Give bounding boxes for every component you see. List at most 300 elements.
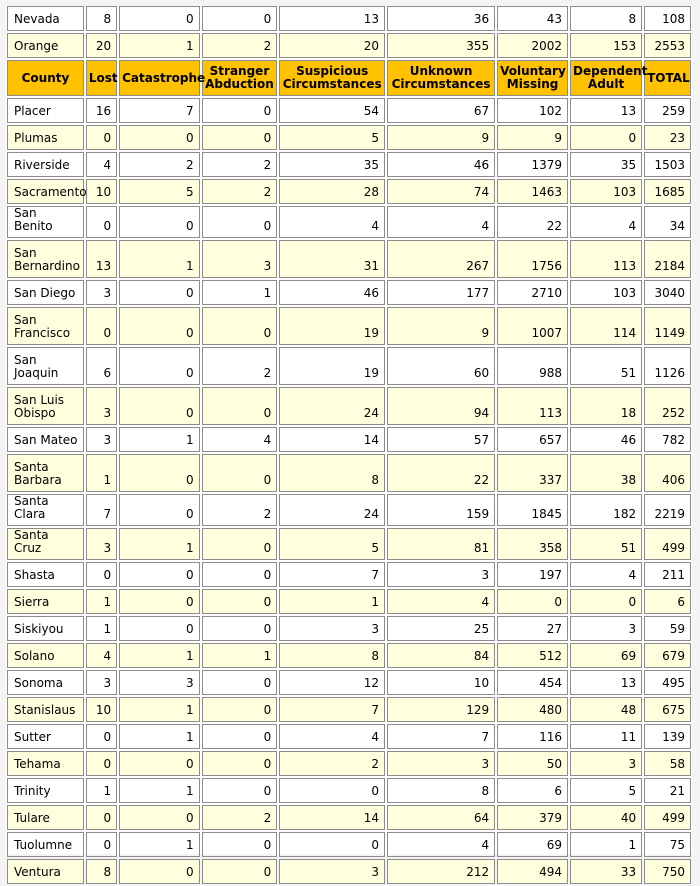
suspicious-circumstances-cell: 4	[279, 724, 385, 749]
stranger-abduction-cell: 0	[202, 751, 278, 776]
voluntary-missing-cell: 2002	[497, 33, 568, 58]
suspicious-circumstances-cell: 24	[279, 387, 385, 425]
unknown-circumstances-cell: 177	[387, 280, 495, 305]
stranger-abduction-cell: 2	[202, 152, 278, 177]
table-row	[7, 778, 691, 803]
unknown-circumstances-cell: 94	[387, 387, 495, 425]
county-cell: Santa Barbara	[7, 454, 84, 492]
suspicious-circumstances-cell: 24	[279, 494, 385, 526]
table-row	[7, 280, 691, 305]
stranger-abduction-cell: 3	[202, 240, 278, 278]
stranger-abduction-cell: 0	[202, 616, 278, 641]
dependent-adult-cell: 11	[570, 724, 642, 749]
total-cell: 2184	[644, 240, 691, 278]
lost-cell: 3	[86, 427, 117, 452]
column-header-line: Missing	[506, 77, 559, 91]
stranger-abduction-cell: 2	[202, 347, 278, 385]
column-header	[570, 60, 648, 96]
voluntary-missing-cell: 1379	[497, 152, 568, 177]
total-cell: 679	[644, 643, 691, 668]
lost-cell: 1	[86, 778, 117, 803]
column-header	[202, 60, 278, 96]
total-cell: 406	[644, 454, 691, 492]
stranger-abduction-cell: 0	[202, 832, 278, 857]
suspicious-circumstances-cell: 5	[279, 125, 385, 150]
table-row	[7, 589, 691, 614]
table-row	[7, 832, 691, 857]
voluntary-missing-cell: 22	[497, 206, 568, 238]
lost-cell: 6	[86, 347, 117, 385]
column-header-line: TOTAL	[647, 70, 690, 85]
catastrophe-cell: 0	[119, 494, 199, 526]
total-cell: 2553	[644, 33, 691, 58]
table-row	[7, 670, 691, 695]
unknown-circumstances-cell: 64	[387, 805, 495, 830]
county-cell: Shasta	[7, 562, 84, 587]
table-row	[7, 179, 691, 204]
suspicious-circumstances-cell: 7	[279, 697, 385, 722]
catastrophe-cell: 5	[119, 179, 199, 204]
suspicious-circumstances-cell: 35	[279, 152, 385, 177]
unknown-circumstances-cell: 9	[387, 125, 495, 150]
county-cell: Placer	[7, 98, 84, 123]
stranger-abduction-cell: 2	[202, 179, 278, 204]
catastrophe-cell: 1	[119, 724, 199, 749]
lost-cell: 10	[86, 179, 117, 204]
header-row	[7, 60, 691, 96]
catastrophe-cell: 0	[119, 347, 199, 385]
table-row	[7, 643, 691, 668]
voluntary-missing-cell: 116	[497, 724, 568, 749]
suspicious-circumstances-cell: 13	[279, 6, 385, 31]
table-row	[7, 33, 691, 58]
table-row	[7, 751, 691, 776]
unknown-circumstances-cell: 74	[387, 179, 495, 204]
dependent-adult-cell: 8	[570, 6, 642, 31]
unknown-circumstances-cell: 9	[387, 307, 495, 345]
dependent-adult-cell: 69	[570, 643, 642, 668]
unknown-circumstances-cell: 84	[387, 643, 495, 668]
lost-cell: 1	[86, 589, 117, 614]
suspicious-circumstances-cell: 20	[279, 33, 385, 58]
suspicious-circumstances-cell: 4	[279, 206, 385, 238]
voluntary-missing-cell: 657	[497, 427, 568, 452]
county-cell: Sonoma	[7, 670, 84, 695]
suspicious-circumstances-cell: 31	[279, 240, 385, 278]
dependent-adult-cell: 40	[570, 805, 642, 830]
unknown-circumstances-cell: 36	[387, 6, 495, 31]
total-cell: 1126	[644, 347, 691, 385]
lost-cell: 0	[86, 307, 117, 345]
catastrophe-cell: 1	[119, 427, 199, 452]
voluntary-missing-cell: 454	[497, 670, 568, 695]
catastrophe-cell: 1	[119, 240, 199, 278]
catastrophe-cell: 3	[119, 670, 199, 695]
column-header	[497, 60, 568, 96]
catastrophe-cell: 1	[119, 643, 199, 668]
total-cell: 499	[644, 528, 691, 560]
voluntary-missing-cell: 197	[497, 562, 568, 587]
unknown-circumstances-cell: 46	[387, 152, 495, 177]
voluntary-missing-cell: 512	[497, 643, 568, 668]
lost-cell: 0	[86, 562, 117, 587]
county-cell: Orange	[7, 33, 84, 58]
catastrophe-cell: 0	[119, 125, 199, 150]
catastrophe-cell: 0	[119, 562, 199, 587]
suspicious-circumstances-cell: 3	[279, 859, 385, 884]
dependent-adult-cell: 13	[570, 98, 642, 123]
county-cell: Stanislaus	[7, 697, 84, 722]
voluntary-missing-cell: 113	[497, 387, 568, 425]
stranger-abduction-cell: 0	[202, 724, 278, 749]
stranger-abduction-cell: 0	[202, 528, 278, 560]
stranger-abduction-cell: 0	[202, 387, 278, 425]
column-header-line: Circumstances	[391, 77, 491, 91]
voluntary-missing-cell: 1007	[497, 307, 568, 345]
dependent-adult-cell: 46	[570, 427, 642, 452]
catastrophe-cell: 7	[119, 98, 199, 123]
total-cell: 3040	[644, 280, 691, 305]
dependent-adult-cell: 33	[570, 859, 642, 884]
dependent-adult-cell: 153	[570, 33, 642, 58]
dependent-adult-cell: 0	[570, 589, 642, 614]
total-cell: 259	[644, 98, 691, 123]
stranger-abduction-cell: 0	[202, 670, 278, 695]
unknown-circumstances-cell: 67	[387, 98, 495, 123]
county-cell: San Luis Obispo	[7, 387, 84, 425]
lost-cell: 7	[86, 494, 117, 526]
total-cell: 211	[644, 562, 691, 587]
column-header	[279, 60, 385, 96]
stranger-abduction-cell: 0	[202, 859, 278, 884]
county-cell: Santa Clara	[7, 494, 84, 526]
voluntary-missing-cell: 1463	[497, 179, 568, 204]
column-header-line: Abduction	[205, 77, 274, 91]
catastrophe-cell: 1	[119, 528, 199, 560]
table-row	[7, 307, 691, 345]
county-cell: Siskiyou	[7, 616, 84, 641]
county-cell: Trinity	[7, 778, 84, 803]
lost-cell: 8	[86, 859, 117, 884]
table-row	[7, 562, 691, 587]
county-cell: Riverside	[7, 152, 84, 177]
unknown-circumstances-cell: 355	[387, 33, 495, 58]
voluntary-missing-cell: 1845	[497, 494, 568, 526]
unknown-circumstances-cell: 212	[387, 859, 495, 884]
stranger-abduction-cell: 0	[202, 307, 278, 345]
column-header-line: County	[21, 70, 70, 85]
unknown-circumstances-cell: 57	[387, 427, 495, 452]
unknown-circumstances-cell: 25	[387, 616, 495, 641]
catastrophe-cell: 0	[119, 280, 199, 305]
county-cell: San Joaquin	[7, 347, 84, 385]
dependent-adult-cell: 38	[570, 454, 642, 492]
catastrophe-cell: 1	[119, 832, 199, 857]
lost-cell: 3	[86, 280, 117, 305]
unknown-circumstances-cell: 4	[387, 589, 495, 614]
county-cell: Tuolumne	[7, 832, 84, 857]
total-cell: 75	[644, 832, 691, 857]
unknown-circumstances-cell: 10	[387, 670, 495, 695]
dependent-adult-cell: 114	[570, 307, 642, 345]
suspicious-circumstances-cell: 14	[279, 427, 385, 452]
lost-cell: 8	[86, 6, 117, 31]
total-cell: 750	[644, 859, 691, 884]
column-header-line: Lost	[88, 70, 118, 85]
county-cell: San Diego	[7, 280, 84, 305]
lost-cell: 16	[86, 98, 117, 123]
lost-cell: 20	[86, 33, 117, 58]
dependent-adult-cell: 48	[570, 697, 642, 722]
stranger-abduction-cell: 2	[202, 494, 278, 526]
table-row	[7, 98, 691, 123]
dependent-adult-cell: 5	[570, 778, 642, 803]
table-row	[7, 6, 691, 31]
voluntary-missing-cell: 2710	[497, 280, 568, 305]
catastrophe-cell: 0	[119, 805, 199, 830]
total-cell: 23	[644, 125, 691, 150]
lost-cell: 0	[86, 724, 117, 749]
suspicious-circumstances-cell: 1	[279, 589, 385, 614]
dependent-adult-cell: 35	[570, 152, 642, 177]
catastrophe-cell: 0	[119, 387, 199, 425]
total-cell: 499	[644, 805, 691, 830]
table-row	[7, 387, 691, 425]
voluntary-missing-cell: 50	[497, 751, 568, 776]
unknown-circumstances-cell: 3	[387, 751, 495, 776]
table-row	[7, 528, 691, 560]
unknown-circumstances-cell: 7	[387, 724, 495, 749]
catastrophe-cell: 0	[119, 751, 199, 776]
stranger-abduction-cell: 4	[202, 427, 278, 452]
stranger-abduction-cell: 0	[202, 589, 278, 614]
catastrophe-cell: 0	[119, 616, 199, 641]
voluntary-missing-cell: 480	[497, 697, 568, 722]
total-cell: 252	[644, 387, 691, 425]
unknown-circumstances-cell: 60	[387, 347, 495, 385]
dependent-adult-cell: 3	[570, 616, 642, 641]
voluntary-missing-cell: 27	[497, 616, 568, 641]
table-container	[6, 6, 692, 879]
county-cell: San Mateo	[7, 427, 84, 452]
column-header-line: Voluntary	[500, 64, 566, 78]
catastrophe-cell: 0	[119, 307, 199, 345]
total-cell: 495	[644, 670, 691, 695]
lost-cell: 0	[86, 125, 117, 150]
suspicious-circumstances-cell: 2	[279, 751, 385, 776]
column-header	[644, 60, 691, 96]
column-header	[387, 60, 495, 96]
dependent-adult-cell: 13	[570, 670, 642, 695]
stranger-abduction-cell: 0	[202, 206, 278, 238]
total-cell: 1149	[644, 307, 691, 345]
table-row	[7, 427, 691, 452]
suspicious-circumstances-cell: 46	[279, 280, 385, 305]
column-header	[7, 60, 84, 96]
total-cell: 34	[644, 206, 691, 238]
catastrophe-cell: 0	[119, 454, 199, 492]
county-cell: Sutter	[7, 724, 84, 749]
stranger-abduction-cell: 0	[202, 778, 278, 803]
dependent-adult-cell: 18	[570, 387, 642, 425]
lost-cell: 3	[86, 528, 117, 560]
suspicious-circumstances-cell: 0	[279, 778, 385, 803]
voluntary-missing-cell: 358	[497, 528, 568, 560]
dependent-adult-cell: 103	[570, 179, 642, 204]
lost-cell: 1	[86, 616, 117, 641]
column-header	[119, 60, 206, 96]
table-row	[7, 240, 691, 278]
dependent-adult-cell: 113	[570, 240, 642, 278]
dependent-adult-cell: 51	[570, 528, 642, 560]
table-row	[7, 152, 691, 177]
county-cell: Solano	[7, 643, 84, 668]
column-header-line: Adult	[587, 77, 625, 91]
county-cell: Tehama	[7, 751, 84, 776]
column-header-line: Circumstances	[282, 77, 382, 91]
voluntary-missing-cell: 6	[497, 778, 568, 803]
county-cell: Tulare	[7, 805, 84, 830]
voluntary-missing-cell: 43	[497, 6, 568, 31]
dependent-adult-cell: 1	[570, 832, 642, 857]
table-row	[7, 454, 691, 492]
county-cell: Santa Cruz	[7, 528, 84, 560]
dependent-adult-cell: 4	[570, 206, 642, 238]
table-row	[7, 697, 691, 722]
table-row	[7, 125, 691, 150]
catastrophe-cell: 1	[119, 697, 199, 722]
column-header-line: Catastrophe	[122, 70, 206, 85]
suspicious-circumstances-cell: 19	[279, 307, 385, 345]
table-row	[7, 206, 691, 238]
stranger-abduction-cell: 0	[202, 562, 278, 587]
total-cell: 21	[644, 778, 691, 803]
catastrophe-cell: 1	[119, 778, 199, 803]
table-row	[7, 347, 691, 385]
voluntary-missing-cell: 494	[497, 859, 568, 884]
catastrophe-cell: 1	[119, 33, 199, 58]
unknown-circumstances-cell: 22	[387, 454, 495, 492]
lost-cell: 0	[86, 206, 117, 238]
county-cell: San Benito	[7, 206, 84, 238]
stranger-abduction-cell: 1	[202, 280, 278, 305]
table-row	[7, 616, 691, 641]
county-cell: Sacramento	[7, 179, 84, 204]
county-cell: Nevada	[7, 6, 84, 31]
stranger-abduction-cell: 1	[202, 643, 278, 668]
lost-cell: 0	[86, 805, 117, 830]
suspicious-circumstances-cell: 3	[279, 616, 385, 641]
unknown-circumstances-cell: 81	[387, 528, 495, 560]
lost-cell: 0	[86, 832, 117, 857]
lost-cell: 13	[86, 240, 117, 278]
suspicious-circumstances-cell: 14	[279, 805, 385, 830]
county-cell: Ventura	[7, 859, 84, 884]
suspicious-circumstances-cell: 12	[279, 670, 385, 695]
suspicious-circumstances-cell: 0	[279, 832, 385, 857]
catastrophe-cell: 2	[119, 152, 199, 177]
total-cell: 782	[644, 427, 691, 452]
table-row	[7, 859, 691, 884]
suspicious-circumstances-cell: 54	[279, 98, 385, 123]
column-header	[86, 60, 117, 96]
voluntary-missing-cell: 9	[497, 125, 568, 150]
catastrophe-cell: 0	[119, 6, 199, 31]
lost-cell: 1	[86, 454, 117, 492]
missing-persons-table	[5, 4, 693, 886]
county-cell: San Francisco	[7, 307, 84, 345]
column-header-line: Unknown	[409, 64, 473, 78]
unknown-circumstances-cell: 4	[387, 832, 495, 857]
voluntary-missing-cell: 379	[497, 805, 568, 830]
suspicious-circumstances-cell: 8	[279, 454, 385, 492]
county-cell: Sierra	[7, 589, 84, 614]
lost-cell: 3	[86, 670, 117, 695]
total-cell: 675	[644, 697, 691, 722]
unknown-circumstances-cell: 129	[387, 697, 495, 722]
catastrophe-cell: 0	[119, 589, 199, 614]
unknown-circumstances-cell: 3	[387, 562, 495, 587]
stranger-abduction-cell: 2	[202, 805, 278, 830]
suspicious-circumstances-cell: 8	[279, 643, 385, 668]
total-cell: 58	[644, 751, 691, 776]
total-cell: 139	[644, 724, 691, 749]
lost-cell: 10	[86, 697, 117, 722]
dependent-adult-cell: 103	[570, 280, 642, 305]
stranger-abduction-cell: 0	[202, 454, 278, 492]
lost-cell: 0	[86, 751, 117, 776]
total-cell: 108	[644, 6, 691, 31]
county-cell: Plumas	[7, 125, 84, 150]
voluntary-missing-cell: 1756	[497, 240, 568, 278]
dependent-adult-cell: 182	[570, 494, 642, 526]
unknown-circumstances-cell: 4	[387, 206, 495, 238]
column-header-line: Dependent	[573, 64, 648, 78]
total-cell: 6	[644, 589, 691, 614]
total-cell: 2219	[644, 494, 691, 526]
stranger-abduction-cell: 0	[202, 6, 278, 31]
voluntary-missing-cell: 0	[497, 589, 568, 614]
unknown-circumstances-cell: 159	[387, 494, 495, 526]
voluntary-missing-cell: 69	[497, 832, 568, 857]
lost-cell: 4	[86, 643, 117, 668]
total-cell: 1685	[644, 179, 691, 204]
voluntary-missing-cell: 102	[497, 98, 568, 123]
table-row	[7, 494, 691, 526]
table-body	[7, 6, 691, 884]
unknown-circumstances-cell: 8	[387, 778, 495, 803]
lost-cell: 3	[86, 387, 117, 425]
stranger-abduction-cell: 0	[202, 125, 278, 150]
table-row	[7, 805, 691, 830]
suspicious-circumstances-cell: 5	[279, 528, 385, 560]
suspicious-circumstances-cell: 19	[279, 347, 385, 385]
dependent-adult-cell: 4	[570, 562, 642, 587]
table-row	[7, 724, 691, 749]
catastrophe-cell: 0	[119, 206, 199, 238]
voluntary-missing-cell: 988	[497, 347, 568, 385]
total-cell: 1503	[644, 152, 691, 177]
suspicious-circumstances-cell: 7	[279, 562, 385, 587]
dependent-adult-cell: 51	[570, 347, 642, 385]
unknown-circumstances-cell: 267	[387, 240, 495, 278]
voluntary-missing-cell: 337	[497, 454, 568, 492]
dependent-adult-cell: 3	[570, 751, 642, 776]
county-cell: San Bernardino	[7, 240, 84, 278]
stranger-abduction-cell: 2	[202, 33, 278, 58]
stranger-abduction-cell: 0	[202, 697, 278, 722]
suspicious-circumstances-cell: 28	[279, 179, 385, 204]
